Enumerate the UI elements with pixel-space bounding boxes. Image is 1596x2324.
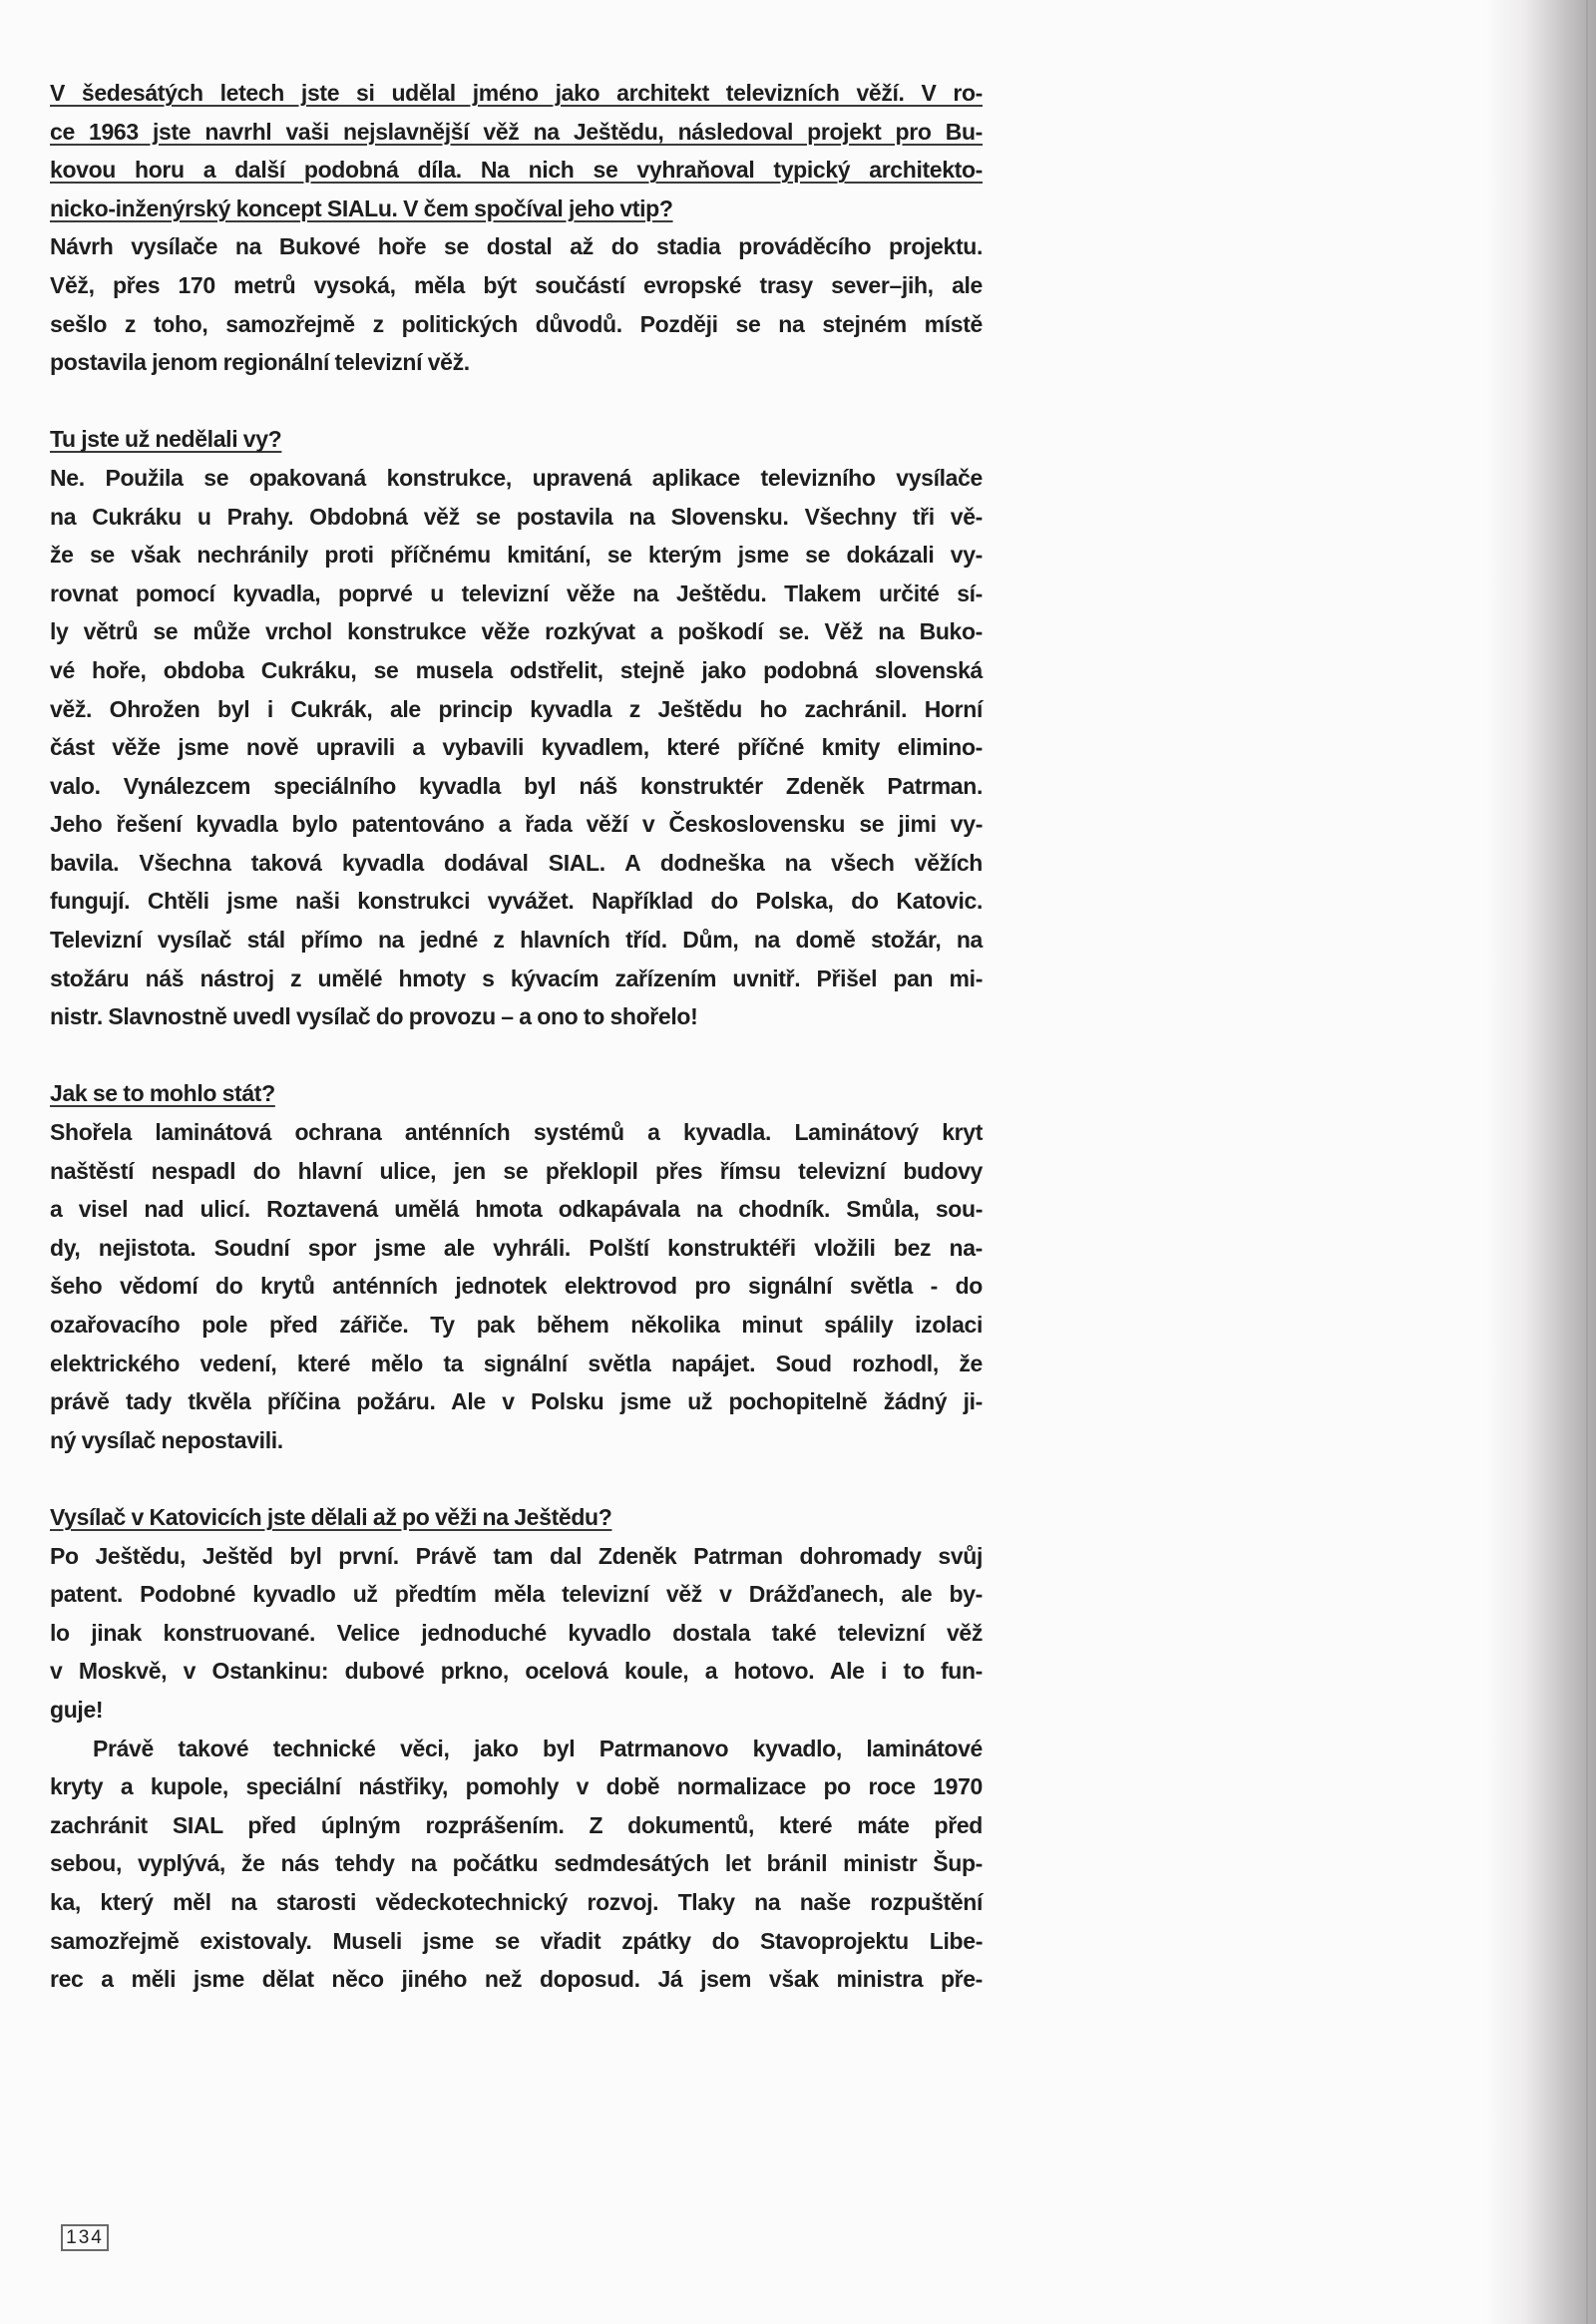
answer-line: stožáru náš nástroj z umělé hmoty s kývacím zařízením uvnitř. Přišel pan mi-: [50, 965, 983, 991]
answer-line: právě tady tkvěla příčina požáru. Ale v Polsku jsme už pochopitelně žádný ji-: [50, 1388, 983, 1415]
answer-line: ozařovacího pole před zářiče. Ty pak během několika minut spálily izolaci: [50, 1312, 983, 1338]
answer-line: vé hoře, obdoba Cukráku, se musela odstřelit, stejně jako podobná slovenská: [50, 656, 983, 683]
question-line: nicko-inženýrský koncept SIALu. V čem spočíval jeho vtip?: [50, 194, 673, 221]
answer-line: elektrického vedení, které mělo ta signální světla napájet. Soud rozhodl, že: [50, 1350, 983, 1376]
paragraph-line: kryty a kupole, speciální nástřiky, pomohly v době normalizace po roce 1970: [50, 1773, 983, 1800]
answer-line: a visel nad ulicí. Roztavená umělá hmota odkapávala na chodník. Smůla, sou-: [50, 1196, 983, 1223]
answer-line: fungují. Chtěli jsme naši konstrukci vyvážet. Například do Polska, do Katovic.: [50, 888, 983, 915]
question-line: V šedesátých letech jste si udělal jméno jako architekt televizních věží. V ro-: [50, 80, 983, 106]
answer-line: patent. Podobné kyvadlo už předtím měla televizní věž v Drážďanech, ale by-: [50, 1581, 983, 1608]
answer-line: postavila jenom regionální televizní věž.: [50, 349, 470, 376]
text-column: [50, 74, 983, 1999]
paragraph-line: rec a měli jsme dělat něco jiného než doposud. Já jsem však ministra pře-: [50, 1966, 983, 1993]
answer-line: sešlo z toho, samozřejmě z politických důvodů. Později se na stejném místě: [50, 310, 983, 337]
answer-line: valo. Vynálezcem speciálního kyvadla byl náš konstruktér Zdeněk Patrman.: [50, 772, 983, 799]
answer-line: Jeho řešení kyvadla bylo patentováno a řada věží v Československu se jimi vy-: [50, 811, 983, 838]
answer-line: na Cukráku u Prahy. Obdobná věž se postavila na Slovensku. Všechny tři vě-: [50, 503, 983, 530]
answer-line: že se však nechránily proti příčnému kmitání, se kterým jsme se dokázali vy-: [50, 542, 983, 569]
section-gap: [50, 382, 983, 421]
answer-line: guje!: [50, 1696, 104, 1723]
answer-line: v Moskvě, v Ostankinu: dubové prkno, ocelová koule, a hotovo. Ale i to fun-: [50, 1658, 983, 1685]
answer-line: rovnat pomocí kyvadla, poprvé u televizní věže na Ještědu. Tlakem určité sí-: [50, 580, 983, 606]
interview-section-2: [50, 420, 983, 1036]
answer-line: Shořela laminátová ochrana anténních systémů a kyvadla. Laminátový kryt: [50, 1119, 983, 1146]
answer-line: ly větrů se může vrchol konstrukce věže rozkývat a poškodí se. Věž na Buko-: [50, 618, 983, 645]
paragraph-line: zachránit SIAL před úplným rozprášením. Z dokumentů, které máte před: [50, 1811, 983, 1838]
question-line: Tu jste už nedělali vy?: [50, 426, 282, 453]
question-line: Jak se to mohlo stát?: [50, 1080, 275, 1107]
paragraph-line: sebou, vyplývá, že nás tehdy na počátku sedmdesátých let bránil ministr Šup-: [50, 1850, 983, 1877]
answer-line: bavila. Všechna taková kyvadla dodával SIAL. A dodneška na všech věžích: [50, 849, 983, 876]
interview-section-4: [50, 1498, 983, 1999]
answer-line: Televizní vysílač stál přímo na jedné z hlavních tříd. Dům, na domě stožár, na: [50, 927, 983, 954]
page-number: 134: [61, 2224, 109, 2251]
paragraph-line: ka, který měl na starosti vědeckotechnický rozvoj. Tlaky na naše rozpuštění: [50, 1888, 983, 1915]
answer-line: naštěstí nespadl do hlavní ulice, jen se překlopil přes římsu televizní budovy: [50, 1157, 983, 1184]
interview-section-3: [50, 1074, 983, 1459]
question-line: ce 1963 jste navrhl vaši nejslavnější věž na Ještědu, následoval projekt pro Bu-: [50, 118, 983, 145]
answer-line: ný vysílač nepostavili.: [50, 1426, 283, 1453]
answer-line: dy, nejistota. Soudní spor jsme ale vyhráli. Polští konstruktéři vložili bez na-: [50, 1234, 983, 1261]
question-line: Vysílač v Katovicích jste dělali až po věži na Ještědu?: [50, 1503, 612, 1530]
answer-line: Návrh vysílače na Bukové hoře se dostal až do stadia prováděcího projektu.: [50, 233, 983, 260]
answer-line: Věž, přes 170 metrů vysoká, měla být součástí evropské trasy sever–jih, ale: [50, 271, 983, 298]
page-binding-shadow: [1486, 0, 1596, 2324]
section-gap: [50, 1036, 983, 1075]
page-edge-line: [1586, 0, 1588, 2324]
paragraph-line: samozřejmě existovaly. Museli jsme se vřadit zpátky do Stavoprojektu Libe-: [50, 1927, 983, 1954]
section-gap: [50, 1459, 983, 1498]
answer-line: lo jinak konstruované. Velice jednoduché kyvadlo dostala také televizní věž: [50, 1619, 983, 1646]
answer-line: část věže jsme nově upravili a vybavili kyvadlem, které příčné kmity elimino-: [50, 734, 983, 761]
answer-line: Po Ještědu, Ještěd byl první. Právě tam dal Zdeněk Patrman dohromady svůj: [50, 1542, 983, 1569]
question-line: kovou horu a další podobná díla. Na nich se vyhraňoval typický architekto-: [50, 157, 983, 184]
answer-line: šeho vědomí do krytů anténních jednotek elektrovod pro signální světla - do: [50, 1273, 983, 1300]
answer-line: věž. Ohrožen byl i Cukrák, ale princip kyvadla z Ještědu ho zachránil. Horní: [50, 695, 983, 722]
paragraph-line: Právě takové technické věci, jako byl Patrmanovo kyvadlo, laminátové: [93, 1735, 983, 1761]
answer-line: nistr. Slavnostně uvedl vysílač do provozu – a ono to shořelo!: [50, 1003, 698, 1030]
answer-line: Ne. Použila se opakovaná konstrukce, upravená aplikace televizního vysílače: [50, 464, 983, 491]
interview-section-1: [50, 74, 983, 382]
